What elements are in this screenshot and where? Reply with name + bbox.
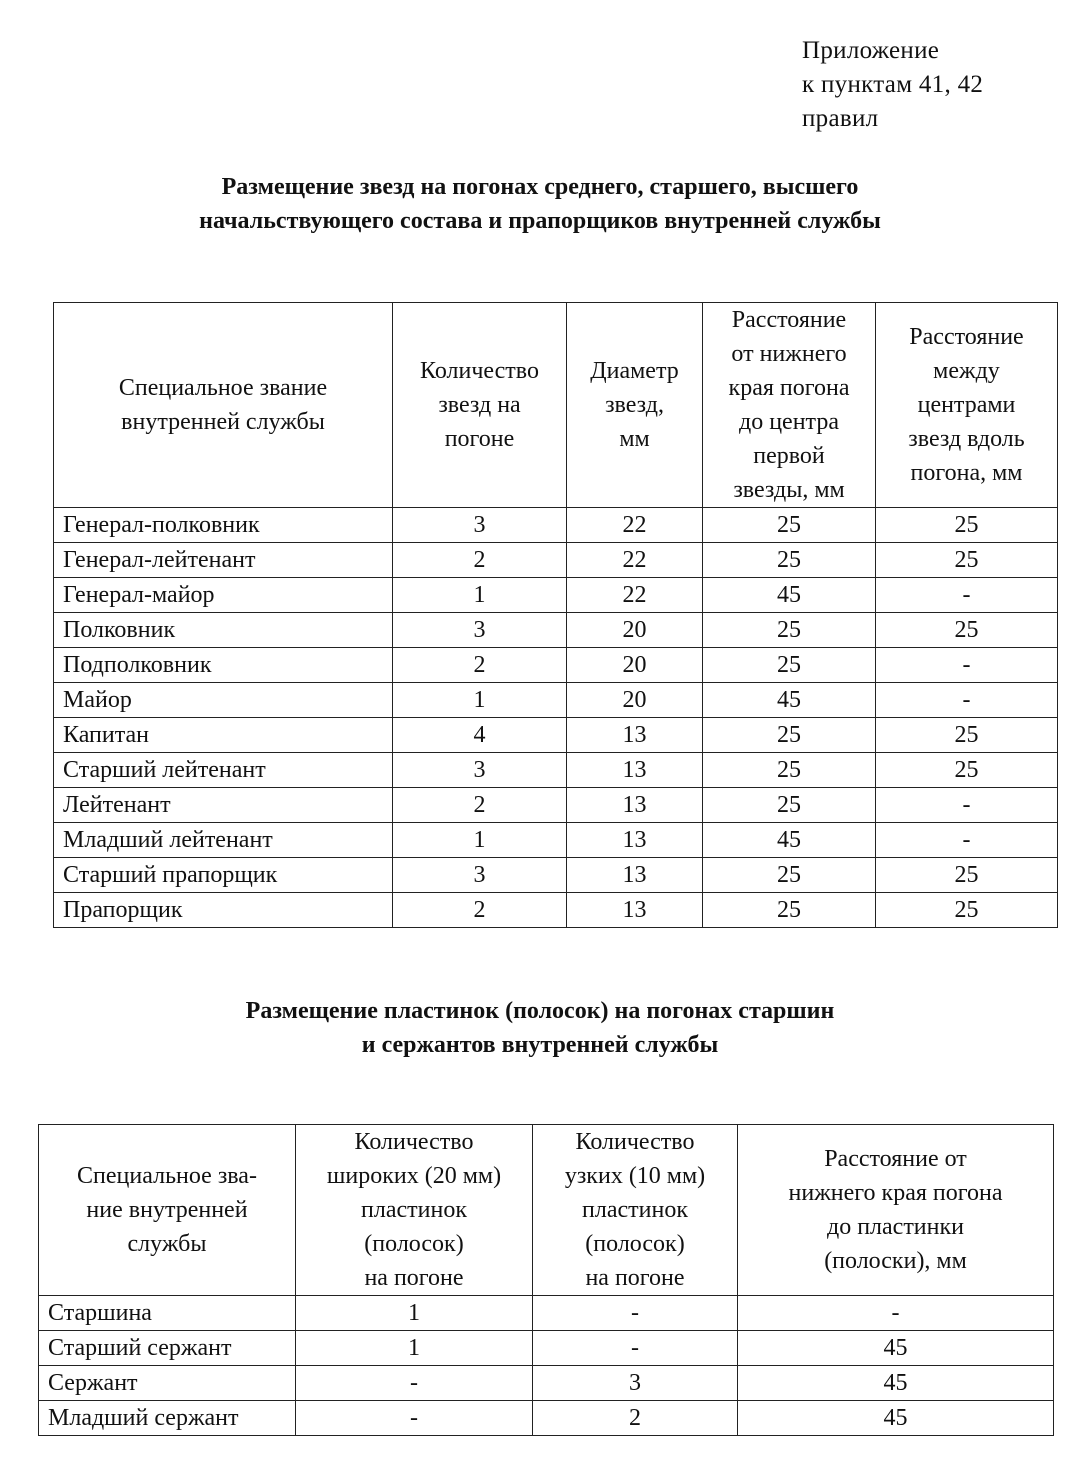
rank-name-cell: Лейтенант bbox=[54, 788, 393, 823]
column-header-line: до пластинки bbox=[826, 1214, 964, 1240]
column-header-line: на погоне bbox=[364, 1265, 464, 1291]
value-cell: 25 bbox=[703, 718, 876, 753]
value-cell: 22 bbox=[567, 543, 703, 578]
table-row bbox=[54, 508, 1058, 543]
value-cell: 4 bbox=[393, 718, 567, 753]
value-cell: - bbox=[533, 1296, 738, 1331]
value-cell: - bbox=[738, 1296, 1054, 1331]
table-row bbox=[54, 858, 1058, 893]
value-cell: - bbox=[876, 683, 1058, 718]
value-cell: 45 bbox=[703, 823, 876, 858]
column-header bbox=[567, 303, 703, 508]
rank-name-cell: Младший лейтенант bbox=[54, 823, 393, 858]
column-header-line: пластинок bbox=[582, 1197, 688, 1223]
rank-name-cell: Младший сержант bbox=[39, 1401, 296, 1436]
value-cell: 20 bbox=[567, 613, 703, 648]
value-cell: 25 bbox=[703, 753, 876, 788]
column-header-line: Диаметр bbox=[590, 358, 679, 384]
table-row bbox=[39, 1296, 1054, 1331]
value-cell: 25 bbox=[703, 648, 876, 683]
rank-name-cell: Старший сержант bbox=[39, 1331, 296, 1366]
stars-table-body bbox=[54, 508, 1058, 928]
column-header bbox=[39, 1125, 296, 1296]
value-cell: 13 bbox=[567, 788, 703, 823]
value-cell: 45 bbox=[738, 1366, 1054, 1401]
header-row bbox=[54, 303, 1058, 508]
stars-table bbox=[53, 302, 1058, 928]
section1-title-line: Размещение звезд на погонах среднего, старшего, высшего bbox=[221, 174, 859, 200]
value-cell: 13 bbox=[567, 753, 703, 788]
value-cell: 22 bbox=[567, 578, 703, 613]
value-cell: 25 bbox=[876, 613, 1058, 648]
value-cell: 2 bbox=[393, 648, 567, 683]
column-header-line: Специальное зва- bbox=[77, 1163, 257, 1189]
value-cell: 22 bbox=[567, 508, 703, 543]
value-cell: 45 bbox=[738, 1331, 1054, 1366]
stars-table-header bbox=[54, 303, 1058, 508]
value-cell: - bbox=[876, 578, 1058, 613]
column-header-line: пластинок bbox=[361, 1197, 467, 1223]
rank-name-cell: Генерал-полковник bbox=[54, 508, 393, 543]
column-header-line: Количество bbox=[420, 358, 539, 384]
rank-name-cell: Генерал-майор bbox=[54, 578, 393, 613]
value-cell: 20 bbox=[567, 683, 703, 718]
column-header-line: Расстояние от bbox=[824, 1146, 967, 1172]
column-header bbox=[393, 303, 567, 508]
column-header-line: звезд на bbox=[438, 392, 521, 418]
column-header bbox=[533, 1125, 738, 1296]
table-row bbox=[39, 1366, 1054, 1401]
section2-title bbox=[60, 994, 1020, 1062]
table-row bbox=[54, 543, 1058, 578]
column-header-line: погоне bbox=[444, 426, 515, 452]
value-cell: - bbox=[876, 823, 1058, 858]
value-cell: - bbox=[533, 1331, 738, 1366]
table-row bbox=[39, 1401, 1054, 1436]
table-row bbox=[54, 683, 1058, 718]
column-header bbox=[876, 303, 1058, 508]
section2-title-line: Размещение пластинок (полосок) на погонах старшин bbox=[245, 998, 835, 1024]
stripes-table-header bbox=[39, 1125, 1054, 1296]
table-row bbox=[54, 893, 1058, 928]
table-row bbox=[54, 613, 1058, 648]
column-header-line: Специальное звание bbox=[118, 375, 328, 401]
column-header-line: (полосок) bbox=[585, 1231, 685, 1257]
column-header-line: между bbox=[933, 358, 1000, 384]
column-header-line: Расстояние bbox=[909, 324, 1024, 350]
value-cell: 13 bbox=[567, 893, 703, 928]
column-header-line: широких (20 мм) bbox=[326, 1163, 502, 1189]
rank-name-cell: Подполковник bbox=[54, 648, 393, 683]
rank-name-cell: Старший лейтенант bbox=[54, 753, 393, 788]
value-cell: 1 bbox=[296, 1331, 533, 1366]
value-cell: 1 bbox=[393, 683, 567, 718]
column-header-line: от нижнего bbox=[731, 341, 847, 367]
value-cell: 20 bbox=[567, 648, 703, 683]
value-cell: 3 bbox=[393, 858, 567, 893]
column-header-line: службы bbox=[127, 1231, 207, 1257]
rank-name-cell: Полковник bbox=[54, 613, 393, 648]
value-cell: 2 bbox=[393, 543, 567, 578]
table-row bbox=[54, 718, 1058, 753]
value-cell: - bbox=[876, 788, 1058, 823]
column-header-line: края погона bbox=[728, 375, 850, 401]
appendix-note bbox=[802, 34, 983, 136]
section2-title-line: и сержантов внутренней службы bbox=[361, 1032, 719, 1058]
value-cell: 1 bbox=[393, 823, 567, 858]
column-header-line: (полоски), мм bbox=[824, 1248, 967, 1274]
column-header-line: (полосок) bbox=[364, 1231, 464, 1257]
stripes-table-body bbox=[39, 1296, 1054, 1436]
value-cell: 13 bbox=[567, 823, 703, 858]
value-cell: 13 bbox=[567, 718, 703, 753]
column-header-line: первой bbox=[753, 443, 825, 469]
value-cell: 2 bbox=[393, 893, 567, 928]
value-cell: 25 bbox=[703, 858, 876, 893]
rank-name-cell: Прапорщик bbox=[54, 893, 393, 928]
column-header-line: на погоне bbox=[585, 1265, 685, 1291]
appendix-line: к пунктам 41, 42 bbox=[802, 71, 984, 98]
column-header-line: нижнего края погона bbox=[788, 1180, 1003, 1206]
appendix-line: Приложение bbox=[802, 37, 940, 64]
value-cell: 25 bbox=[703, 508, 876, 543]
value-cell: 3 bbox=[533, 1366, 738, 1401]
column-header-line: звезд, bbox=[605, 392, 664, 418]
column-header-line: погона, мм bbox=[910, 460, 1023, 486]
value-cell: - bbox=[296, 1366, 533, 1401]
value-cell: 25 bbox=[703, 788, 876, 823]
value-cell: 25 bbox=[876, 753, 1058, 788]
value-cell: 25 bbox=[703, 893, 876, 928]
column-header-line: Количество bbox=[354, 1129, 474, 1155]
stripes-table bbox=[38, 1124, 1054, 1436]
table-row bbox=[54, 823, 1058, 858]
section1-title-line: начальствующего состава и прапорщиков внутренней службы bbox=[199, 208, 881, 234]
value-cell: 13 bbox=[567, 858, 703, 893]
value-cell: 25 bbox=[876, 718, 1058, 753]
value-cell: 2 bbox=[393, 788, 567, 823]
value-cell: 2 bbox=[533, 1401, 738, 1436]
value-cell: 25 bbox=[876, 508, 1058, 543]
rank-name-cell: Сержант bbox=[39, 1366, 296, 1401]
column-header bbox=[54, 303, 393, 508]
value-cell: - bbox=[296, 1401, 533, 1436]
value-cell: 3 bbox=[393, 753, 567, 788]
column-header-line: звезды, мм bbox=[733, 477, 845, 503]
rank-name-cell: Старший прапорщик bbox=[54, 858, 393, 893]
column-header-line: до центра bbox=[739, 409, 839, 435]
rank-name-cell: Капитан bbox=[54, 718, 393, 753]
column-header-line: Количество bbox=[575, 1129, 695, 1155]
column-header-line: Расстояние bbox=[731, 307, 847, 333]
column-header-line: узких (10 мм) bbox=[564, 1163, 706, 1189]
rank-name-cell: Майор bbox=[54, 683, 393, 718]
value-cell: 25 bbox=[703, 543, 876, 578]
value-cell: 45 bbox=[703, 578, 876, 613]
section1-title bbox=[60, 170, 1020, 238]
rank-name-cell: Генерал-лейтенант bbox=[54, 543, 393, 578]
column-header-line: звезд вдоль bbox=[908, 426, 1025, 452]
table-row bbox=[39, 1331, 1054, 1366]
column-header bbox=[738, 1125, 1054, 1296]
table-row bbox=[54, 578, 1058, 613]
table-row bbox=[54, 788, 1058, 823]
value-cell: 1 bbox=[296, 1296, 533, 1331]
value-cell: 25 bbox=[703, 613, 876, 648]
column-header bbox=[703, 303, 876, 508]
value-cell: 1 bbox=[393, 578, 567, 613]
table-row bbox=[54, 648, 1058, 683]
column-header-line: центрами bbox=[917, 392, 1016, 418]
value-cell: 45 bbox=[703, 683, 876, 718]
appendix-line: правил bbox=[802, 105, 879, 132]
value-cell: - bbox=[876, 648, 1058, 683]
value-cell: 3 bbox=[393, 613, 567, 648]
header-row bbox=[39, 1125, 1054, 1296]
value-cell: 45 bbox=[738, 1401, 1054, 1436]
column-header bbox=[296, 1125, 533, 1296]
value-cell: 25 bbox=[876, 893, 1058, 928]
value-cell: 25 bbox=[876, 543, 1058, 578]
column-header-line: мм bbox=[619, 426, 650, 452]
table-row bbox=[54, 753, 1058, 788]
rank-name-cell: Старшина bbox=[39, 1296, 296, 1331]
value-cell: 3 bbox=[393, 508, 567, 543]
column-header-line: внутренней службы bbox=[121, 409, 325, 435]
value-cell: 25 bbox=[876, 858, 1058, 893]
column-header-line: ние внутренней bbox=[86, 1197, 248, 1223]
